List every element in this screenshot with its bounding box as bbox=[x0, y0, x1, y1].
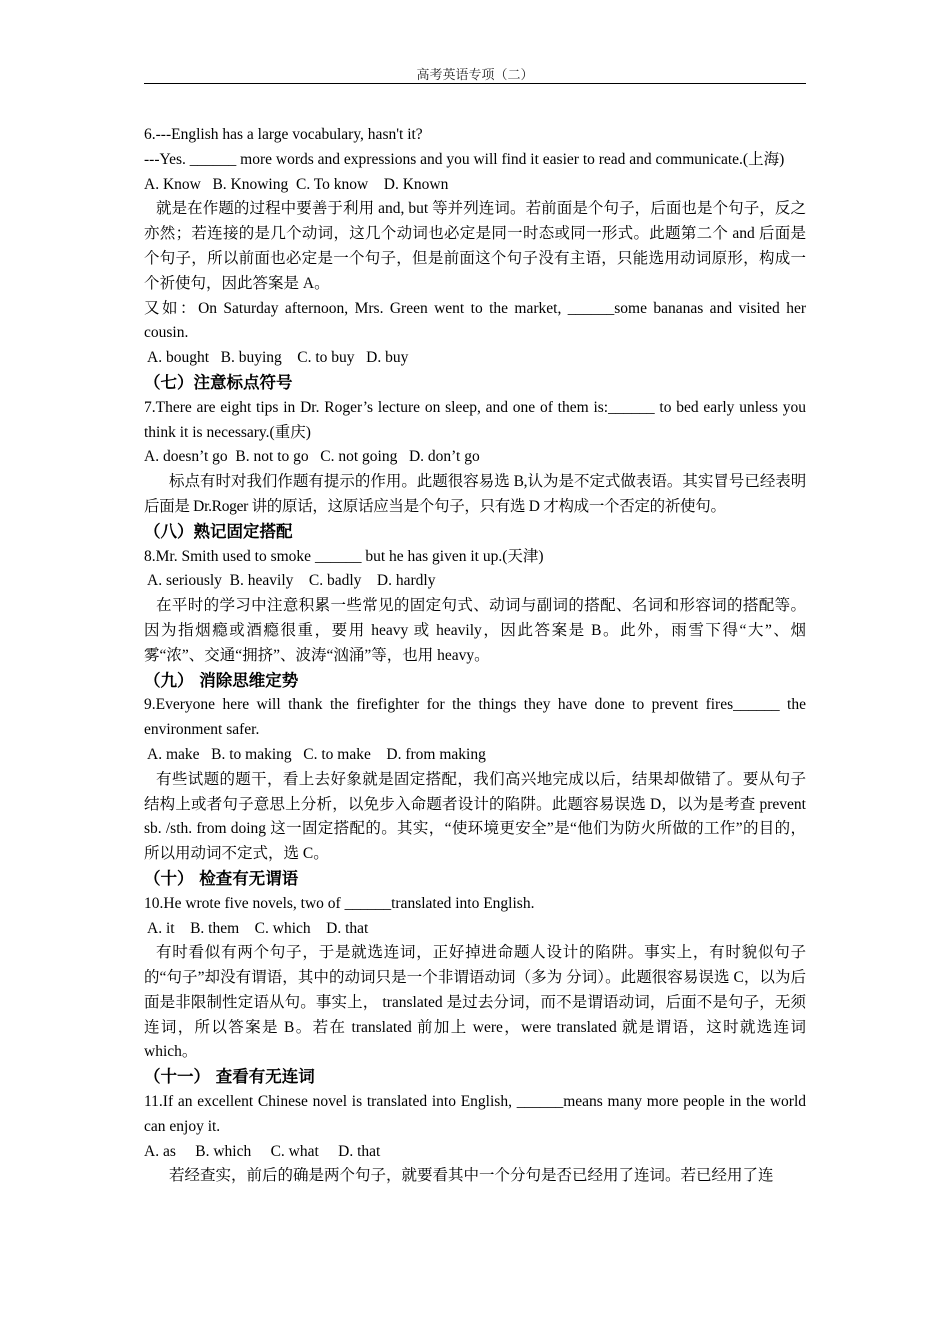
q7-stem: 7.There are eight tips in Dr. Roger’s lecture on sleep, and one of them is:______ to bed early unless you think it is necessary.(重庆) bbox=[144, 398, 806, 441]
section-10-heading: （十） 检查有无谓语 bbox=[144, 868, 299, 888]
header-divider bbox=[144, 83, 806, 84]
q7-options: A. doesn’t go B. not to go C. not going D. don’t go bbox=[144, 448, 480, 466]
q6-explanation: 就是在作题的过程中要善于利用 and, but 等并列连词。若前面是个句子，后面也是个句子，反之亦然；若连接的是几个动词，这几个动词也必定是同一时态或同一形式。此题第二个 and 后面是个句子，所以前面也必定是一个句子，但是前面这个句子没有主语，只能选用动词原形，构成一个祈使句，因此答案是 A。 bbox=[144, 200, 806, 292]
q11-explanation: 若经查实，前后的确是两个句子，就要看其中一个分句是否已经用了连词。若已经用了连 bbox=[169, 1167, 774, 1185]
q7-explanation: 标点有时对我们作题有提示的作用。此题很容易选 B,认为是不定式做表语。其实冒号已经表明后面是 Dr.Roger 讲的原话，这原话应当是个句子，只有选 D 才构成一个否定的祈使句。 bbox=[144, 473, 806, 515]
q6-options: A. Know B. Knowing C. To know D. Known bbox=[144, 175, 449, 193]
q8-stem: 8.Mr. Smith used to smoke ______ but he has given it up.(天津) bbox=[144, 547, 544, 565]
section-9-heading: （九） 消除思维定势 bbox=[144, 670, 299, 690]
q6-stem-line1: 6.---English has a large vocabulary, hasn't it? bbox=[144, 126, 423, 143]
q8-explanation: 在平时的学习中注意积累一些常见的固定句式、动词与副词的搭配、名词和形容词的搭配等。因为指烟瘾或酒瘾很重，要用 heavy 或 heavily，因此答案是 B。此外，雨雪下得“大”、烟雾“浓”、交通“拥挤”、波涛“汹涌”等，也用 heavy。 bbox=[144, 597, 806, 664]
q6-example-options: A. bought B. buying C. to buy D. buy bbox=[144, 349, 409, 367]
q10-stem: 10.He wrote five novels, two of ______translated into English. bbox=[144, 894, 535, 912]
q6-stem-line2: ---Yes. ______ more words and expressions and you will find it easier to read and communicate.(上海) bbox=[144, 150, 785, 168]
q9-options: A. make B. to making C. to make D. from making bbox=[144, 745, 486, 763]
q9-stem: 9.Everyone here will thank the firefighter for the things they have done to prevent fires______ the environment safer. bbox=[144, 696, 806, 739]
q10-explanation: 有时看似有两个句子，于是就选连词，正好掉进命题人设计的陷阱。事实上，有时貌似句子的“句子”却没有谓语，其中的动词只是一个非谓语动词（多为 分词）。此题很容易误选 C，以为后面是非限制性定语从句。事实上， translated 是过去分词，而不是谓语动词，后面不是句子，无须连词，所以答案是 B。若在 translated 前加上 were，were translated 就是谓语，这时就选连词 which。 bbox=[144, 944, 806, 1061]
section-7-heading: （七）注意标点符号 bbox=[144, 372, 293, 392]
document-body bbox=[144, 123, 806, 1189]
q10-options: A. it B. them C. which D. that bbox=[144, 919, 369, 937]
q6-example: 又如：On Saturday afternoon, Mrs. Green went to the market, ______some bananas and visited her cousin. bbox=[144, 299, 806, 342]
q11-options: A. as B. which C. what D. that bbox=[144, 1142, 381, 1160]
page-header: 高考英语专项（二） bbox=[416, 68, 534, 83]
section-8-heading: （八）熟记固定搭配 bbox=[144, 521, 293, 541]
q8-options: A. seriously B. heavily C. badly D. hardly bbox=[144, 572, 436, 590]
q9-explanation: 有些试题的题干，看上去好象就是固定搭配，我们高兴地完成以后，结果却做错了。要从句子结构上或者句子意思上分析，以免步入命题者设计的陷阱。此题容易误选 D，以为是考查 prevent sb. /sth. from doing 这一固定搭配的。其实，“使环境更安全”是“他们为防火所做的工作”的目的，所以用动词不定式，选 C。 bbox=[144, 770, 806, 863]
section-11-heading: （十一） 查看有无连词 bbox=[144, 1067, 315, 1087]
q11-stem: 11.If an excellent Chinese novel is translated into English, ______means many more people in the world can enjoy it. bbox=[144, 1093, 806, 1135]
